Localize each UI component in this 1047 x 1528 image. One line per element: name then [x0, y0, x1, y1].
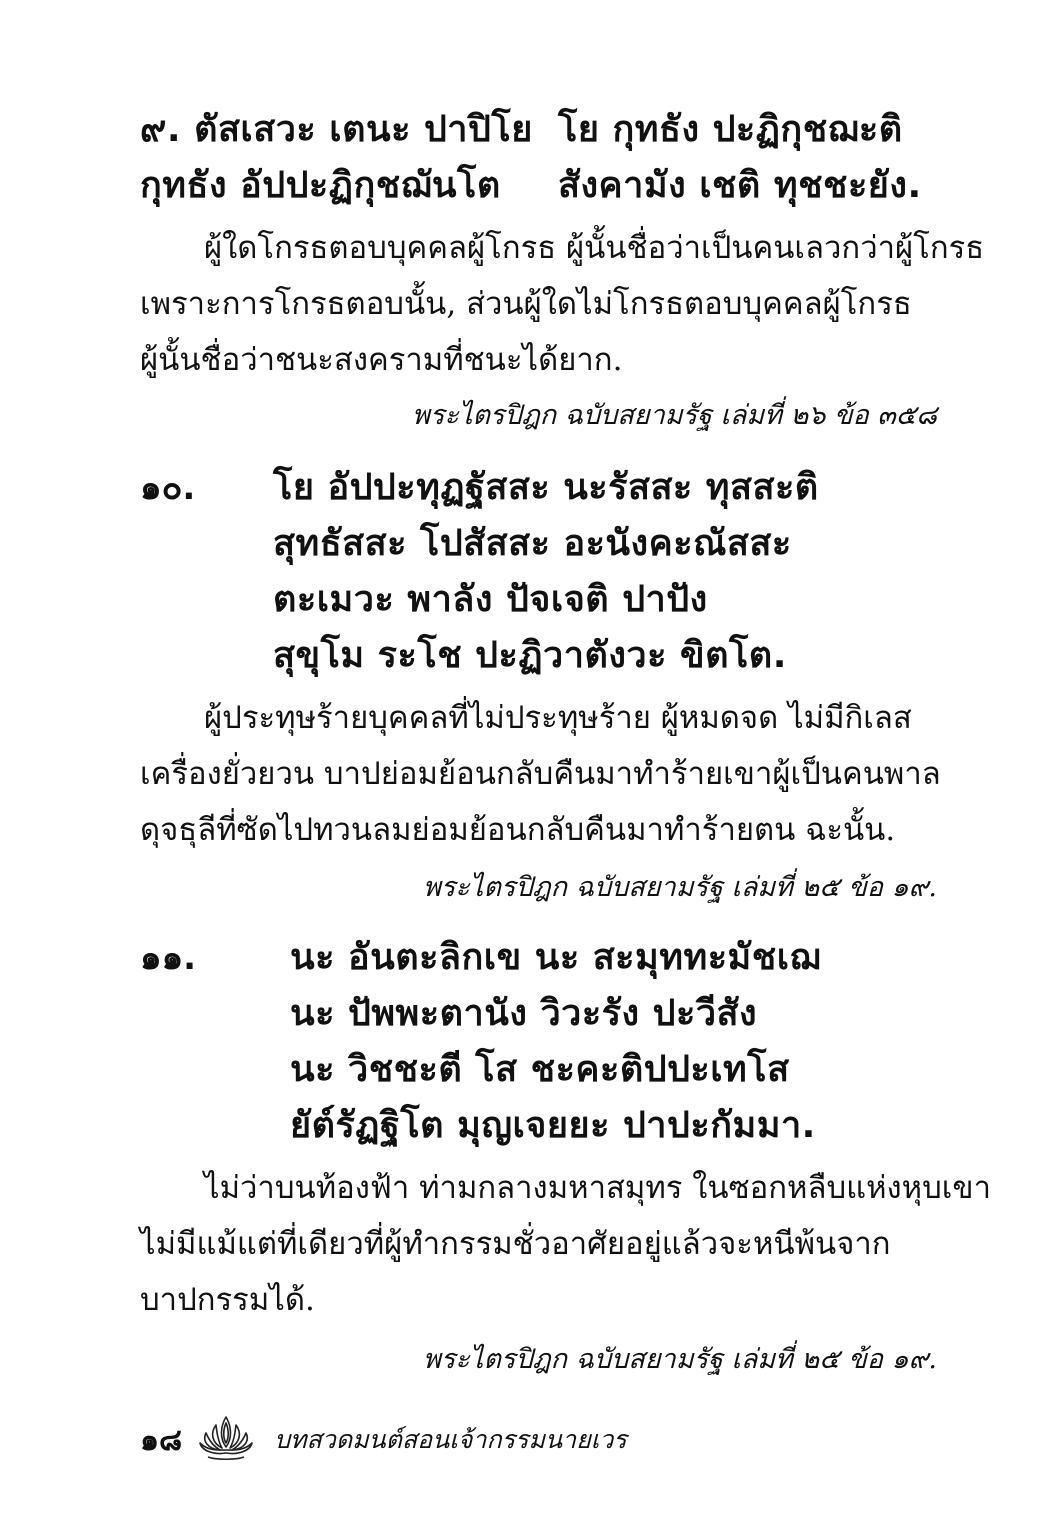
- verse10-translation-line: ดุจธุลีที่ซัดไปทวนลมย่อมย้อนกลับคืนมาทำร้ายตน ฉะนั้น.: [140, 812, 896, 848]
- page-number: ๑๘: [140, 1422, 183, 1458]
- verse10-translation-line: เครื่องยั่วยวน บาปย่อมย้อนกลับคืนมาทำร้ายเขาผู้เป็นคนพาล: [140, 756, 941, 792]
- verse9-translation: [140, 220, 985, 388]
- verse10-translation: [140, 690, 941, 858]
- verse11-translation-line: ไม่มีแม้แต่ที่เดียวที่ผู้ทำกรรมชั่วอาศัยอยู่แล้วจะหนีพ้นจาก: [140, 1226, 891, 1262]
- verse11-number: ๑๑.: [140, 938, 197, 978]
- verse11-line: ยัต์รัฏฐิโต มุญเจยยะ ปาปะกัมมา.: [290, 1105, 816, 1146]
- verse11-translation-line: ไม่ว่าบนท้องฟ้า ท่ามกลางมหาสมุทร ในซอกหลืบแห่งหุบเขา: [204, 1170, 991, 1206]
- verse10-line: โย อัปปะทุฏฐัสสะ นะรัสสะ ทุสสะติ: [273, 467, 819, 508]
- verse9-line1b: โย กุทธัง ปะฏิกุชฌะติ: [558, 109, 903, 150]
- verse10-line: สุทธัสสะ โปสัสสะ อะนังคะณัสสะ: [273, 523, 792, 564]
- book-title: บทสวดมนต์สอนเจ้ากรรมนายเวร: [274, 1425, 627, 1454]
- verse9-translation-line: ผู้นั้นชื่อว่าชนะสงครามที่ชนะได้ยาก.: [140, 342, 623, 378]
- verse9-line1a: ๙. ตัสเสวะ เตนะ ปาปิโย: [140, 109, 533, 150]
- verse11-line: นะ อันตะลิกเข นะ สะมุททะมัชเฌ: [290, 937, 821, 978]
- verse11-translation-line: บาปกรรมได้.: [140, 1282, 315, 1318]
- lotus-icon: [196, 1413, 256, 1467]
- verse9-reference: พระไตรปิฎก ฉบับสยามรัฐ เล่มที่ ๒๖ ข้อ ๓๕๘: [412, 400, 937, 431]
- verse9-translation-line: ผู้ใดโกรธตอบบุคคลผู้โกรธ ผู้นั้นชื่อว่าเป็นคนเลวกว่าผู้โกรธ: [204, 230, 985, 266]
- verse10-number: ๑๐.: [140, 468, 196, 508]
- verse11-line: นะ ปัพพะตานัง วิวะรัง ปะวีสัง: [290, 993, 758, 1034]
- verse9-line2a: กุทธัง อัปปะฏิกุชฌันโต: [140, 165, 501, 206]
- verse10-line: ตะเมวะ พาลัง ปัจเจติ ปาปัง: [273, 579, 708, 620]
- verse10-reference: พระไตรปิฎก ฉบับสยามรัฐ เล่มที่ ๒๕ ข้อ ๑๙.: [422, 872, 937, 903]
- verse10-translation-line: ผู้ประทุษร้ายบุคคลที่ไม่ประทุษร้าย ผู้หมดจด ไม่มีกิเลส: [204, 700, 912, 736]
- page-footer: [140, 1410, 627, 1470]
- verse11-line: นะ วิชชะตี โส ชะคะติปปะเทโส: [290, 1049, 790, 1090]
- verse9-line2b: สังคามัง เชติ ทุชชะยัง.: [558, 165, 922, 206]
- verse11-reference: พระไตรปิฎก ฉบับสยามรัฐ เล่มที่ ๒๕ ข้อ ๑๙.: [422, 1344, 937, 1375]
- verse10-line: สุขุโม ระโช ปะฏิวาตังวะ ขิตโต.: [273, 635, 787, 676]
- verse11-translation: [140, 1160, 991, 1328]
- verse9-translation-line: เพราะการโกรธตอบนั้น, ส่วนผู้ใดไม่โกรธตอบบุคคลผู้โกรธ: [140, 286, 912, 322]
